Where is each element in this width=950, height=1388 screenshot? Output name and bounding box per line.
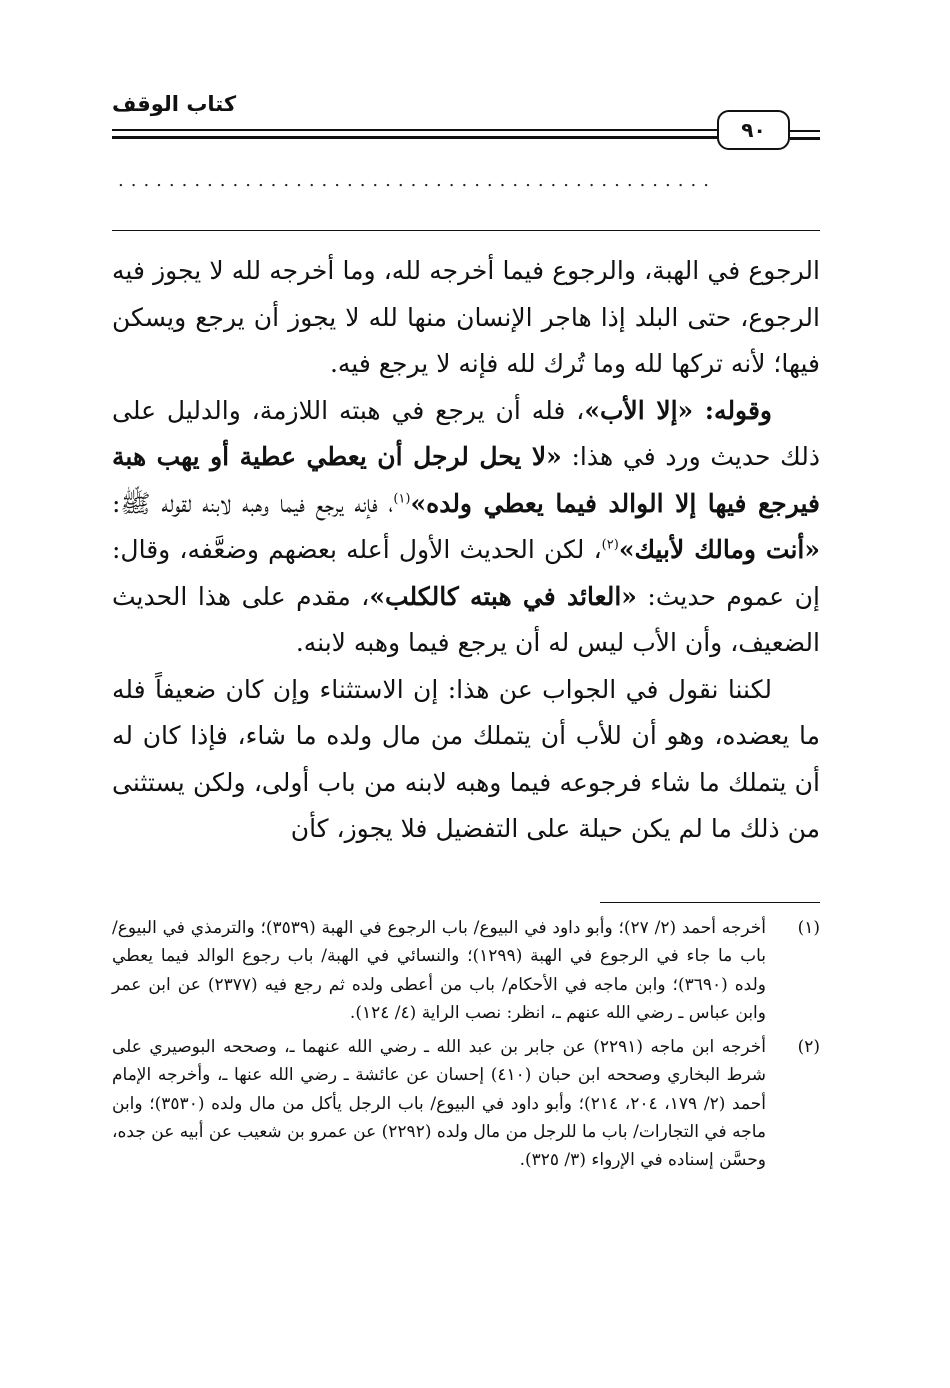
header-double-rule-top xyxy=(112,129,717,131)
footnotes xyxy=(112,914,820,1181)
paragraph-2-text-3: ، لكن الحديث الأول أعله بعضهم وضعَّفه، وقال: إن عموم حديث: xyxy=(112,535,820,611)
paragraph-2-lead: وقوله: xyxy=(693,395,772,425)
header-rule xyxy=(112,230,820,231)
main-text xyxy=(112,248,820,853)
hadith-quote-1: «إلا الأب» xyxy=(584,395,694,425)
paragraph-2-text-4: ، مقدم على هذا الحديث الضعيف، وأن الأب ليس له أن يرجع فيما وهبه لابنه. xyxy=(112,581,820,657)
page-number: ٩٠ xyxy=(741,118,766,142)
footnote-separator xyxy=(600,902,820,903)
footnote-number: (١) xyxy=(797,918,820,938)
hadith-quote-2: «لا يحل لرجل أن يعطي عطية أو يهب هبة فيرجع فيها إلا الوالد فيما يعطي ولده» xyxy=(112,442,820,518)
header-short-rule-bottom xyxy=(790,137,820,140)
paragraph-2 xyxy=(112,388,820,667)
footnote-ref-1: (١) xyxy=(393,491,411,507)
footnote-number: (٢) xyxy=(797,1037,820,1058)
footnote-2 xyxy=(112,1033,820,1174)
paragraph-1: الرجوع في الهبة، والرجوع فيما أخرجه لله، وما أخرجه لله لا يجوز فيه الرجوع، حتى البلد إذا هاجر الإنسان منها لله لا يجوز أن يرجع ويسكن فيها؛ لأنه تركها لله وما تُرك لله فإنه لا يرجع فيه. xyxy=(112,256,820,378)
footnote-text: أخرجه أحمد (٢/ ٢٧)؛ وأبو داود في البيوع/ باب الرجوع في الهبة (٣٥٣٩)؛ والترمذي في البيوع/ باب ما جاء في الرجوع في الهبة (١٢٩٩)؛ والنسائي في الهبة/ باب رجوع الوالد فيما يعطي ولده (٣٦٩٠)؛ وابن ماجه في الأحكام/ باب من أعطى ولده ثم رجع فيه (٢٣٧٧) عن ابن عمر وابن عباس ـ رضي الله عنهم ـ، انظر: نصب الراية (٤/ ١٢٤). xyxy=(112,918,766,1023)
hadith-quote-3: «أنت ومالك لأبيك» xyxy=(618,535,820,564)
footnote-1 xyxy=(112,914,820,1027)
running-head-title: كتاب الوقف xyxy=(112,92,237,116)
dotted-separator: ............................................... xyxy=(118,170,716,191)
header-double-rule-bottom xyxy=(112,136,717,139)
hadith-quote-4: «العائد في هبته كالكلب» xyxy=(369,581,637,611)
paragraph-2-text-2: ، فإنه يرجع فيما وهبه لابنه لقوله ﷺ: xyxy=(112,488,394,518)
page-number-box xyxy=(717,110,790,150)
paragraph-3: لكننا نقول في الجواب عن هذا: إن الاستثناء وإن كان ضعيفاً فله ما يعضده، وهو أن للأب أن يتملك من مال ولده ما شاء، فإذا كان له أن يتملك ما شاء فرجوعه فيما وهبه لابنه من باب أولى، ولكن يستثنى من ذلك ما لم يكن حيلة على التفضيل فلا يجوز، كأن xyxy=(112,674,820,843)
footnote-text: أخرجه ابن ماجه (٢٢٩١) عن جابر بن عبد الله ـ رضي الله عنهما ـ، وصححه البوصيري على شرط البخاري وصححه ابن حبان (٤١٠) إحسان عن عائشة ـ رضي الله عنها ـ، وأخرجه الإمام أحمد (٢/ ١٧٩، ٢٠٤، ٢١٤)؛ وأبو داود في البيوع/ باب الرجل يأكل من مال ولده (٣٥٣٠)؛ وابن ماجه في التجارات/ باب ما للرجل من مال ولده (٢٢٩٢) عن عمرو بن شعيب عن أبيه عن جده، وحسَّن إسناده في الإرواء (٣/ ٣٢٥). xyxy=(112,1037,766,1171)
header-short-rule-top xyxy=(790,130,820,132)
footnote-ref-2: (٢) xyxy=(601,537,619,553)
paragraph-2-text-1: ، فله أن يرجع في هبته اللازمة، والدليل على ذلك حديث ورد في هذا: xyxy=(112,395,820,471)
